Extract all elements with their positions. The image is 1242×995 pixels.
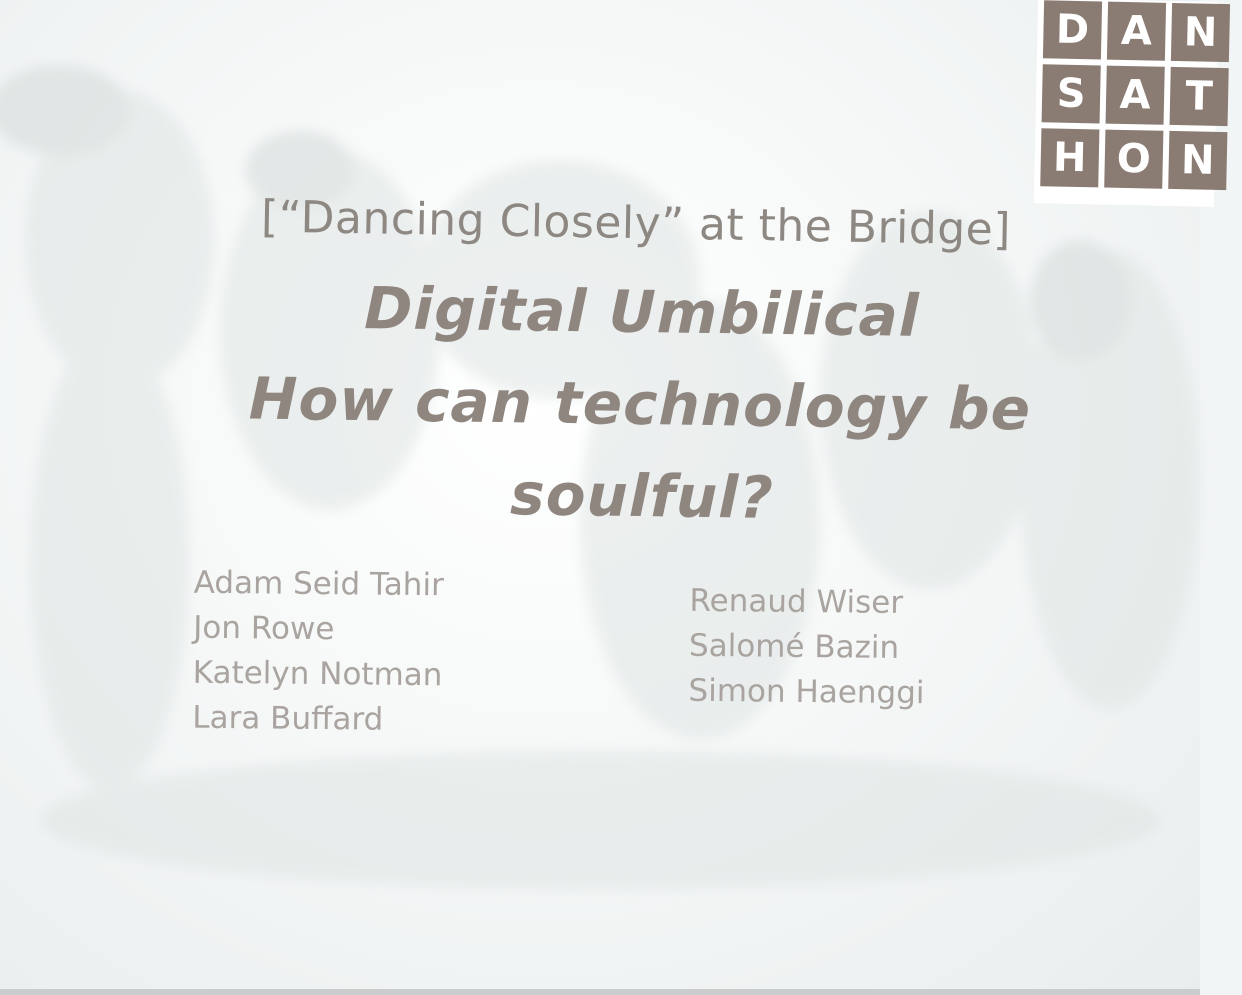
logo-letter: N [1171, 3, 1230, 62]
logo-letter: O [1104, 130, 1163, 189]
slide-title-line: Digital Umbilical [363, 274, 921, 350]
slide-title-line: How can technology be [248, 364, 1032, 444]
logo-letter: A [1106, 66, 1165, 125]
names-column-left [192, 561, 444, 744]
author-name: Renaud Wiser [689, 582, 904, 622]
logo-letter: S [1042, 64, 1101, 123]
logo-letter: T [1170, 67, 1229, 126]
author-name: Adam Seid Tahir [193, 564, 444, 604]
bg-floor-shadow [40, 750, 1160, 890]
company-logo [1034, 0, 1218, 207]
logo-letter: N [1168, 131, 1227, 190]
author-name: Simon Haenggi [688, 672, 925, 712]
slide-title-line: soulful? [509, 460, 775, 532]
logo-letter: H [1040, 128, 1099, 187]
author-name: Jon Rowe [193, 609, 335, 648]
logo-letter: D [1043, 0, 1102, 59]
slide-subtitle: [“Dancing Closely” at the Bridge] [260, 191, 1012, 256]
author-name: Lara Buffard [192, 699, 384, 738]
names-column-right [688, 579, 925, 716]
author-name: Katelyn Notman [192, 654, 443, 694]
logo-letter: A [1107, 2, 1166, 61]
logo-grid [1040, 0, 1230, 190]
author-name: Salomé Bazin [688, 627, 900, 666]
screen-bottom-edge [0, 989, 1200, 995]
